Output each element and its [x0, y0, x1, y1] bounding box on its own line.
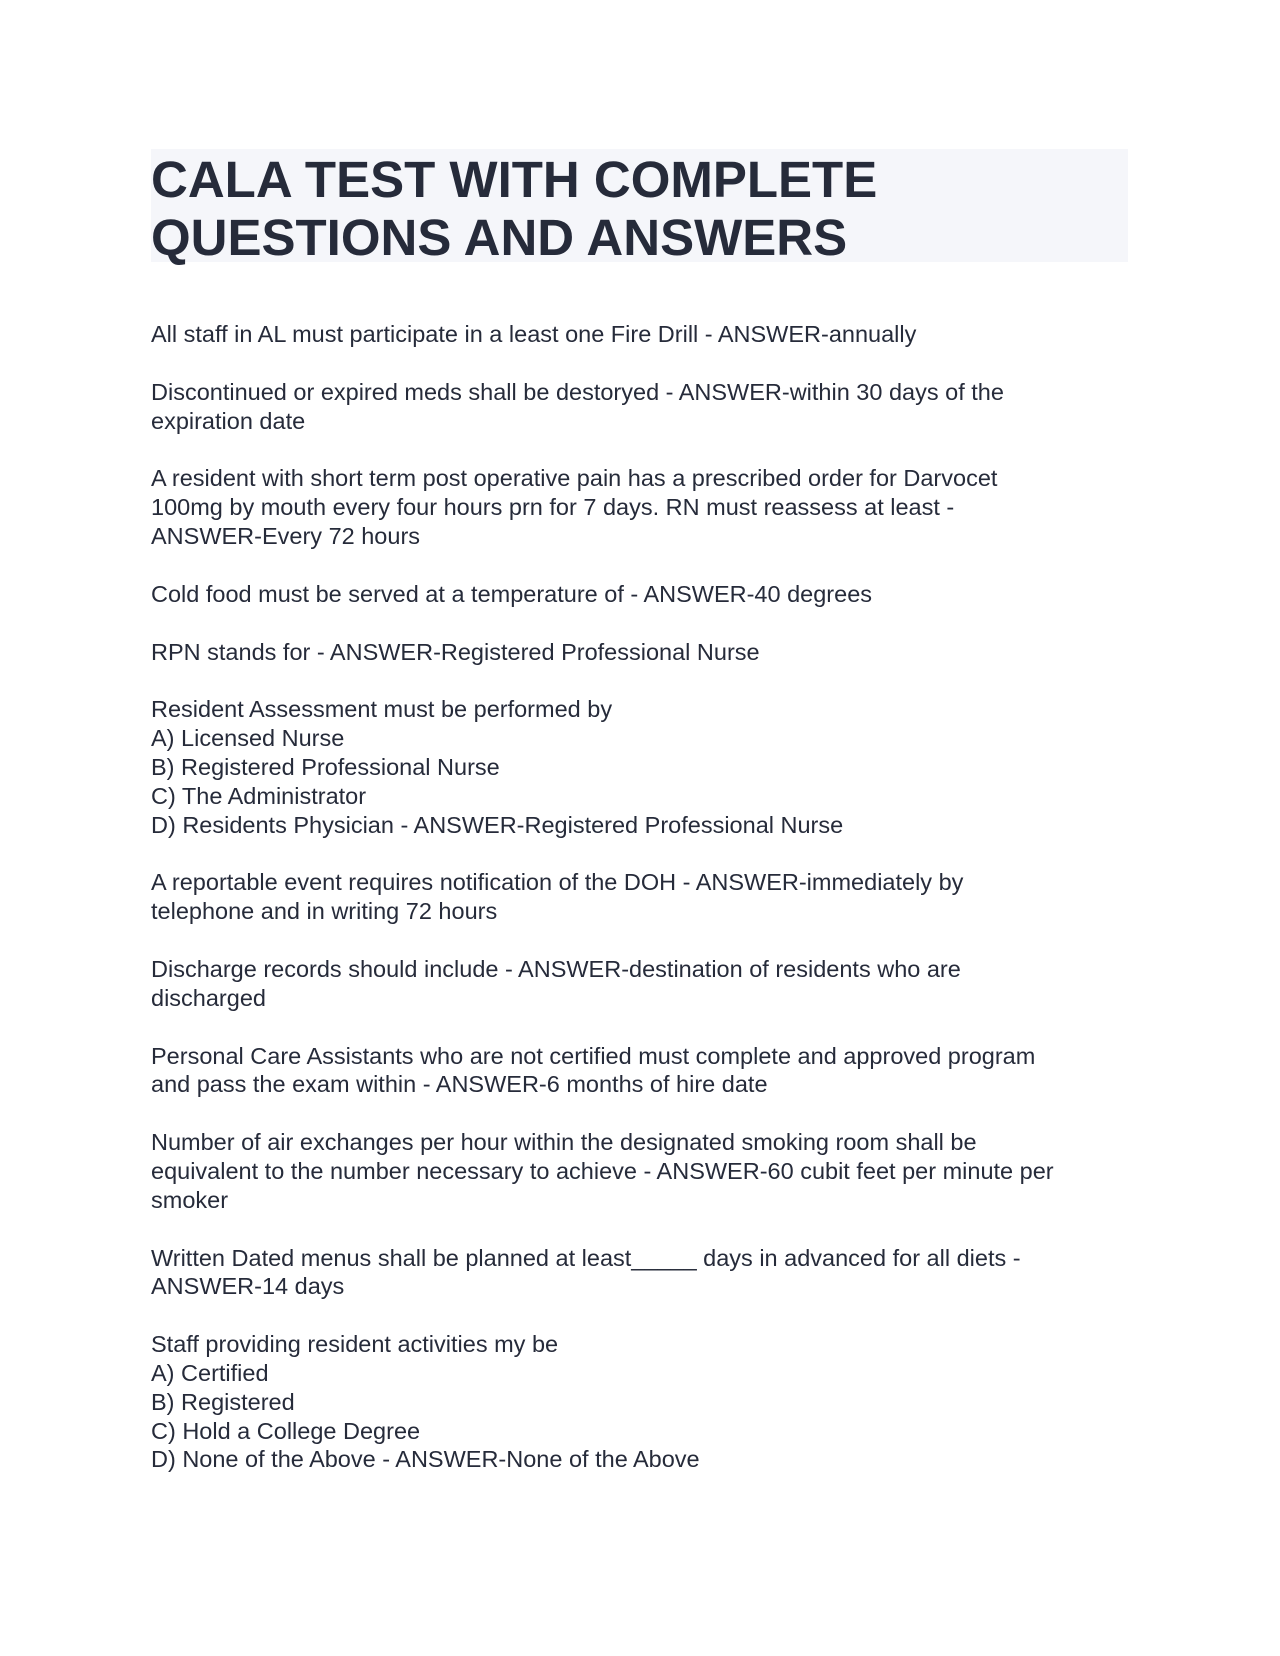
qa-line: expiration date: [151, 407, 306, 434]
qa-line: A) Licensed Nurse: [151, 725, 345, 752]
qa-line: Number of air exchanges per hour within the designated smoking room shall be: [151, 1129, 977, 1156]
qa-line: RPN stands for - ANSWER-Registered Professional Nurse: [151, 638, 760, 665]
qa-line: Personal Care Assistants who are not certified must complete and approved program: [151, 1042, 1036, 1069]
title-block: [151, 149, 1128, 266]
qa-item: [151, 1244, 1128, 1302]
qa-item: [151, 378, 1128, 436]
qa-item: [151, 580, 1128, 609]
question-answer-list: [151, 320, 1128, 1474]
qa-item: [151, 868, 1128, 926]
qa-line: B) Registered: [151, 1388, 295, 1415]
qa-item: [151, 638, 1128, 667]
qa-item: [151, 1042, 1128, 1100]
qa-line: ANSWER-14 days: [151, 1273, 345, 1300]
title-line-2: QUESTIONS AND ANSWERS: [151, 209, 848, 266]
qa-line: Staff providing resident activities my be: [151, 1331, 559, 1358]
qa-line: D) Residents Physician - ANSWER-Registered Professional Nurse: [151, 811, 844, 838]
qa-line: Resident Assessment must be performed by: [151, 696, 613, 723]
document-title: [151, 151, 1128, 267]
qa-line: D) None of the Above - ANSWER-None of the Above: [151, 1446, 700, 1473]
qa-item: [151, 1128, 1128, 1214]
qa-line: B) Registered Professional Nurse: [151, 753, 500, 780]
qa-line: A resident with short term post operative pain has a prescribed order for Darvocet: [151, 465, 998, 492]
qa-line: Cold food must be served at a temperature of - ANSWER-40 degrees: [151, 580, 873, 607]
title-line-1: CALA TEST WITH COMPLETE: [151, 151, 878, 208]
qa-item: [151, 320, 1128, 349]
qa-line: Discharge records should include - ANSWER-destination of residents who are: [151, 955, 961, 982]
qa-line: Discontinued or expired meds shall be destoryed - ANSWER-within 30 days of the: [151, 378, 1004, 405]
qa-item: [151, 695, 1128, 839]
qa-line: A reportable event requires notification of the DOH - ANSWER-immediately by: [151, 869, 964, 896]
qa-line: equivalent to the number necessary to achieve - ANSWER-60 cubit feet per minute per: [151, 1157, 1054, 1184]
qa-item: [151, 464, 1128, 550]
qa-line: discharged: [151, 984, 266, 1011]
qa-line: telephone and in writing 72 hours: [151, 898, 498, 925]
qa-line: A) Certified: [151, 1359, 269, 1386]
qa-line: Written Dated menus shall be planned at least_____ days in advanced for all diets -: [151, 1244, 1021, 1271]
qa-line: All staff in AL must participate in a least one Fire Drill - ANSWER-annually: [151, 321, 917, 347]
qa-line: smoker: [151, 1186, 229, 1213]
qa-line: ANSWER-Every 72 hours: [151, 522, 421, 549]
qa-line: C) The Administrator: [151, 782, 367, 809]
qa-item: [151, 955, 1128, 1013]
qa-line: C) Hold a College Degree: [151, 1417, 421, 1444]
qa-line: and pass the exam within - ANSWER-6 months of hire date: [151, 1071, 768, 1098]
document-page: [151, 149, 1128, 1503]
qa-line: 100mg by mouth every four hours prn for 7 days. RN must reassess at least -: [151, 494, 955, 521]
qa-item: [151, 1330, 1128, 1474]
